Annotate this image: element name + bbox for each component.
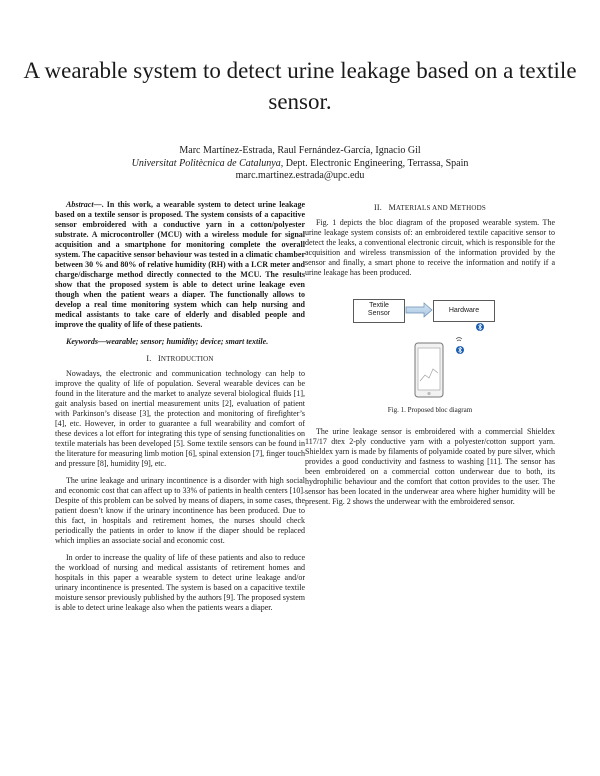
signal-icon (456, 338, 462, 342)
textile-sensor-label-line2: Sensor (367, 310, 391, 317)
paragraph: The urine leakage and urinary incontinence is a disorder with high social and economic cost that can affect up to 33% of patients in health centers [10]. Despite of this problem can be solved by means of diapers, in some cases, the patient doesn’t know if the urinary incontinence has been produced. Due to this fact, in hospitals and retirement homes, the nurses should check periodically the patients in order to know if the diaper should be replaced which implies an associate social and economic cost. (55, 476, 305, 545)
section-title-initial: I (158, 354, 161, 363)
paragraph: In order to increase the quality of life of these patients and also to reduce the workload of nursing and medical assistants of retirement homes and hospitals in this paper a wearable system to detect urine leakage and/or urinary incontinence is presented. The system is based on a capacitive textile moisture sensor previously published by the authors [9]. The proposed system is able to detect urine leakage also when the patients wears a diaper. (55, 553, 305, 612)
left-column (55, 200, 305, 620)
abstract-text: . In this work, a wearable system to detect urine leakage based on a textile sensor is proposed. The system consists of a capacitive sensor embroidered with a conductive yarn in a cotton/polyester substrate. A microcontroller (MCU) with a wireless module for signal acquisition and a smartphone for monitoring complete the overall system. The capacitive sensor behaviour was tested in a climatic chamber between 30 % and 80% of relative humidity (RH) with a LCR meter and charge/discharge method directly connected to the MCU. The results show that the proposed system is able to detect urine leakage even though when the patient wears a diaper. The functionally allows to develop a real time monitoring system which can help nursing and medical assistants to take care of elderly and disabled people and improve the quality of life of these patients. (55, 200, 305, 329)
figure-1-graphics (305, 285, 555, 403)
arrow-icon (406, 303, 432, 317)
section-number: II. (374, 203, 382, 212)
section-title-rest: NTRODUCTION (160, 355, 214, 363)
paragraph: Fig. 1 depicts the bloc diagram of the proposed wearable system. The urine leakage system consists of: an embroidered textile capacitive sensor to detect the leaks, a conventional electronic circuit, which is responsible for the acquisition and wireless transmission of the information provided by the sensor and finally, a smart phone to receive the information and notify if a urine leakage has been produced. (305, 218, 555, 277)
affiliation-university: Universitat Politècnica de Catalunya, (131, 157, 284, 169)
keywords: Keywords—wearable; sensor; humidity; device; smart textile. (66, 337, 269, 346)
paragraph: The urine leakage sensor is embroidered with a commercial Shieldex 117/17 dtex 2-ply conductive yarn with a polyester/cotton support yarn. Shieldex yarn is made by filaments of polyamide coated by pure silver, which provides a good conductivity and fastness to washing [11]. The sensor has been embroidered on a commercial cotton underwear due to both, its hydrophilic behaviour and the comfort that cotton provides to the user. The sensor has been located in the underwear area where higher humidity will be present. Fig. 2 shows the underwear with the embroidered sensor. (305, 427, 555, 506)
section-number: I. (146, 354, 152, 363)
smartphone-icon (415, 343, 443, 397)
author-email: marc.martinez.estrada@upc.edu (235, 170, 365, 181)
section-heading-materials-methods (305, 203, 555, 213)
abstract-lead: Abstract (66, 200, 94, 209)
bluetooth-icon (456, 346, 464, 354)
right-column (305, 200, 555, 514)
section-title-mid: ATERIALS AND (395, 204, 450, 212)
affiliation (60, 158, 540, 171)
figure-1-caption: Fig. 1. Proposed bloc diagram (387, 406, 473, 414)
bluetooth-icon (476, 323, 484, 331)
author-block (60, 145, 540, 183)
hardware-box: Hardware (433, 300, 495, 322)
abstract-dash: — (93, 200, 102, 209)
section-title-initial: M (388, 203, 396, 212)
section-title-rest: ETHODS (457, 204, 486, 212)
affiliation-department: Dept. Electronic Engineering, Terrassa, Spain (283, 157, 469, 169)
abstract (55, 200, 305, 330)
author-names: Marc Martínez-Estrada, Raul Fernández-García, Ignacio Gil (179, 145, 421, 156)
section-heading-introduction (55, 354, 305, 364)
paper-title: A wearable system to detect urine leakage based on a textile sensor. (23, 58, 577, 114)
paragraph: Nowadays, the electronic and communication technology can help to improve the quality of life of population. Several wearable devices can be found in the literature and the market to analyze several biological fluids [1], gait analysis based on inertial measurement units [2], evaluation of patient with Parkinson’s disease [3], the protection and monitoring of firefighter’s [4], etc. However, in order to guarantee a full wearability and comfort of these devices a lot effort for integrating this type of sensing functionalities on textile materials has been developed [5]. Some textile sensors can be found in the literature for measuring limb motion [6], spinal extension [7], finger touch and pressure [8], humidity [9], etc. (55, 369, 305, 468)
figure-1-bloc-diagram (305, 285, 555, 403)
section-title-initial-2: M (449, 203, 458, 212)
textile-sensor-label-line1: Textile (369, 302, 389, 309)
